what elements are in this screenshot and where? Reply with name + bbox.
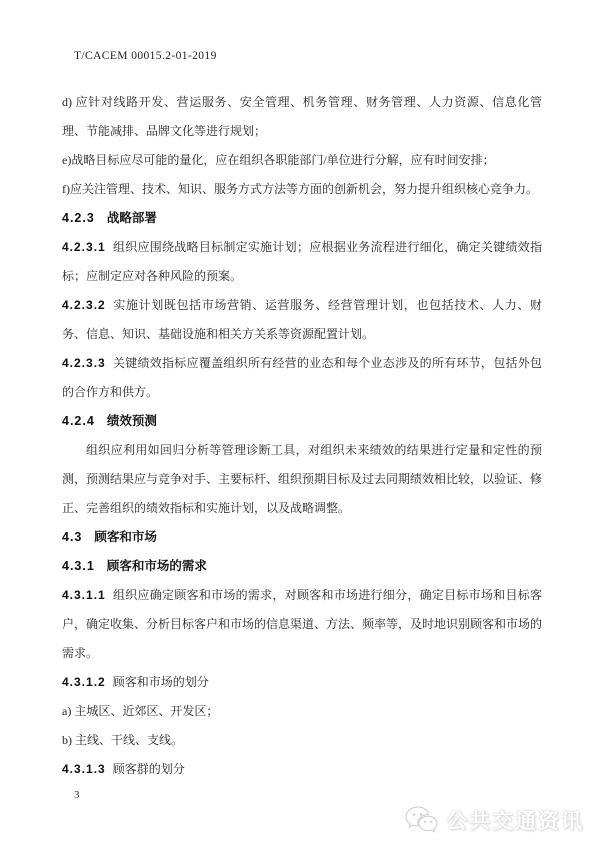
list-item-a: a) 主城区、近郊区、开发区； bbox=[62, 704, 219, 718]
clause-number: 4.3.1.2 bbox=[62, 675, 106, 689]
heading-title: 战略部署 bbox=[106, 211, 157, 225]
clause-4-2-3-2 bbox=[62, 291, 542, 349]
list-item-b: b) 主线、干线、支线。 bbox=[62, 733, 183, 747]
clause-text: 组织应围绕战略目标制定实施计划；应根据业务流程进行细化，确定关键绩效指标；应制定应对各种风险的预案。 bbox=[62, 240, 542, 283]
document-body bbox=[62, 88, 542, 784]
clause-4-3-1-3 bbox=[62, 755, 542, 784]
clause-text: 实施计划既包括市场营销、运营服务、经营管理计划，也包括技术、人力、财务、信息、知识、基础设施和相关方关系等资源配置计划。 bbox=[62, 298, 542, 341]
clause-4-2-3-3 bbox=[62, 349, 542, 407]
clause-text: 组织应确定顾客和市场的需求，对顾客和市场进行细分，确定目标市场和目标客户，确定收集、分析目标客户和市场的信息渠道、方法、频率等，及时地识别顾客和市场的需求。 bbox=[62, 588, 543, 660]
clause-4-3-1-1 bbox=[62, 581, 542, 668]
clause-number: 4.2.3.2 bbox=[62, 298, 106, 312]
list-item-d: d) 应针对线路开发、营运服务、安全管理、机务管理、财务管理、人力资源、信息化管理、节能减排、品牌文化等进行规划； bbox=[62, 95, 542, 138]
watermark-text: 公共交通资讯 bbox=[446, 810, 584, 833]
clause-text: 关键绩效指标应覆盖组织所有经营的业态和每个业态涉及的所有环节，包括外包的合作方和供方。 bbox=[62, 356, 542, 399]
clause-number: 4.3.1.3 bbox=[62, 762, 106, 776]
heading-title: 顾客和市场的需求 bbox=[106, 559, 207, 573]
list-item-f: f)应关注管理、技术、知识、服务方式方法等方面的创新机会，努力提升组织核心竞争力。 bbox=[62, 182, 538, 196]
page-number: 3 bbox=[74, 789, 80, 801]
clause-4-2-3-1 bbox=[62, 233, 542, 291]
clause-number: 4.3.1 bbox=[62, 559, 95, 573]
clause-number: 4.2.4 bbox=[62, 414, 95, 428]
watermark bbox=[405, 805, 584, 835]
clause-number: 4.2.3.1 bbox=[62, 240, 106, 254]
clause-4-3-1-2 bbox=[62, 668, 542, 697]
clause-number: 4.2.3 bbox=[62, 211, 95, 225]
heading-4-3-1 bbox=[62, 552, 542, 581]
wechat-icon bbox=[405, 806, 439, 834]
document-code-header: T/CACEM 00015.2-01-2019 bbox=[74, 50, 217, 62]
heading-title: 绩效预测 bbox=[106, 414, 157, 428]
heading-4-3 bbox=[62, 523, 542, 552]
clause-number: 4.2.3.3 bbox=[62, 356, 106, 370]
clause-number: 4.3.1.1 bbox=[62, 588, 106, 602]
paragraph-performance-forecast: 组织应利用如回归分析等管理诊断工具，对组织未来绩效的结果进行定量和定性的预测，预测结果应与竞争对手、主要标杆、组织预期目标及过去同期绩效相比较，以验证、修正、完善组织的绩效指标和实施计划，以及战略调整。 bbox=[62, 443, 543, 515]
clause-text: 顾客群的划分 bbox=[112, 762, 185, 776]
heading-4-2-4 bbox=[62, 407, 542, 436]
clause-text: 顾客和市场的划分 bbox=[112, 675, 209, 689]
clause-number: 4.3 bbox=[62, 530, 83, 544]
list-item-e: e)战略目标应尽可能的量化，应在组织各职能部门/单位进行分解，应有时间安排； bbox=[62, 153, 495, 167]
heading-title: 顾客和市场 bbox=[94, 530, 157, 544]
heading-4-2-3 bbox=[62, 204, 542, 233]
